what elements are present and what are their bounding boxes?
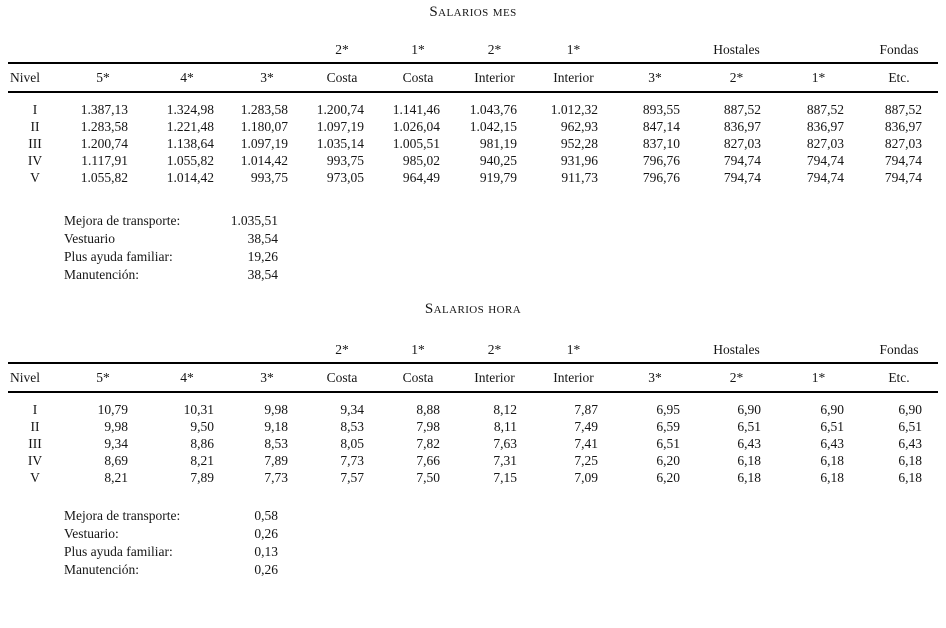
- header-cell: Costa: [380, 363, 456, 392]
- table-cell: 8,86: [190, 436, 214, 451]
- table-cell: 827,03: [806, 136, 844, 151]
- table-cell: 8,21: [190, 453, 214, 468]
- table-cell: 836,97: [884, 119, 922, 134]
- note-label: Mejora de transporte:: [64, 508, 181, 523]
- table-cell: 7,98: [416, 419, 440, 434]
- row-label: I: [32, 102, 38, 117]
- table-cell: 1.035,14: [316, 136, 364, 151]
- header-group-cell: [230, 38, 304, 63]
- table-cell: 887,52: [806, 102, 844, 117]
- header-cell: 3*: [614, 363, 696, 392]
- salarios-mes-notes: [64, 212, 278, 284]
- header-group-cell: [777, 38, 860, 63]
- table-cell: 8,21: [104, 470, 128, 485]
- table-title-salarios-mes: Salarios mes: [429, 4, 517, 20]
- table-cell: 6,18: [898, 470, 922, 485]
- header-cell: 5*: [62, 63, 144, 92]
- header-cell: 3*: [230, 63, 304, 92]
- table-cell: 1.221,48: [166, 119, 214, 134]
- note-value: 1.035,51: [230, 213, 278, 228]
- note-value: 38,54: [247, 231, 278, 246]
- table-cell: 794,74: [884, 170, 922, 185]
- table-cell: 10,31: [183, 402, 214, 417]
- header-row: [8, 363, 938, 392]
- table-cell: 7,57: [340, 470, 364, 485]
- note-row: [64, 230, 278, 248]
- note-value: 0,58: [254, 508, 278, 523]
- table-cell: 6,59: [656, 419, 680, 434]
- table-cell: 1.324,98: [166, 102, 214, 117]
- table-cell: 847,14: [642, 119, 680, 134]
- document-page: [0, 4, 946, 579]
- table-cell: 6,51: [820, 419, 844, 434]
- header-group-cell: 2*: [304, 38, 380, 63]
- table-row-V: [8, 469, 938, 486]
- table-cell: 827,03: [884, 136, 922, 151]
- table-cell: 7,50: [416, 470, 440, 485]
- table-row-III: [8, 135, 938, 152]
- header-cell: Costa: [304, 363, 380, 392]
- header-cell: Interior: [456, 63, 533, 92]
- table-cell: 9,18: [264, 419, 288, 434]
- table-cell: 8,53: [264, 436, 288, 451]
- table-cell: 964,49: [402, 170, 440, 185]
- header-group-cell: 1*: [533, 338, 614, 363]
- table-cell: 6,20: [656, 470, 680, 485]
- note-label: Plus ayuda familiar:: [64, 544, 173, 559]
- table-cell: 836,97: [723, 119, 761, 134]
- table-cell: 6,18: [737, 470, 761, 485]
- table-cell: 6,18: [820, 470, 844, 485]
- table-row-IV: [8, 152, 938, 169]
- header-cell: Etc.: [860, 363, 938, 392]
- table-cell: 6,43: [898, 436, 922, 451]
- table-cell: 837,10: [642, 136, 680, 151]
- header-cell: 5*: [62, 363, 144, 392]
- table-cell: 6,95: [656, 402, 680, 417]
- table-cell: 7,09: [574, 470, 598, 485]
- table-cell: 7,49: [574, 419, 598, 434]
- table-cell: 1.117,91: [81, 153, 128, 168]
- header-group-cell-fondas: Fondas: [860, 338, 938, 363]
- table-cell: 794,74: [723, 153, 761, 168]
- salarios-hora-table: [8, 338, 938, 486]
- table-cell: 1.180,07: [240, 119, 288, 134]
- header-group-cell-hostales: Hostales: [696, 38, 777, 63]
- table-cell: 794,74: [806, 170, 844, 185]
- table-cell: 836,97: [806, 119, 844, 134]
- table-cell: 1.283,58: [240, 102, 288, 117]
- header-group-cell: 2*: [456, 338, 533, 363]
- table-cell: 6,43: [820, 436, 844, 451]
- table-cell: 931,96: [560, 153, 598, 168]
- note-label: Manutención:: [64, 267, 139, 282]
- table-cell: 6,43: [737, 436, 761, 451]
- header-group-cell: [8, 38, 62, 63]
- table-cell: 6,51: [898, 419, 922, 434]
- table-cell: 827,03: [723, 136, 761, 151]
- table-cell: 9,34: [340, 402, 364, 417]
- header-group-row: [8, 338, 938, 363]
- header-group-cell: [62, 338, 144, 363]
- table-cell: 6,18: [820, 453, 844, 468]
- table-row-IV: [8, 452, 938, 469]
- header-cell: 1*: [777, 363, 860, 392]
- header-cell: Interior: [456, 363, 533, 392]
- table-row-III: [8, 435, 938, 452]
- row-label: V: [30, 170, 40, 185]
- note-row: [64, 266, 278, 284]
- note-value: 0,26: [254, 562, 278, 577]
- table-cell: 7,73: [264, 470, 288, 485]
- table-cell: 8,11: [493, 419, 517, 434]
- header-group-cell-fondas: Fondas: [860, 38, 938, 63]
- row-label: IV: [27, 453, 43, 468]
- header-group-cell: 1*: [380, 338, 456, 363]
- header-cell: 2*: [696, 63, 777, 92]
- table-cell: 919,79: [479, 170, 517, 185]
- table-cell: 993,75: [326, 153, 364, 168]
- table-cell: 8,69: [104, 453, 128, 468]
- header-group-cell: 2*: [304, 338, 380, 363]
- header-cell: 4*: [144, 63, 230, 92]
- table-cell: 985,02: [402, 153, 440, 168]
- table-cell: 887,52: [884, 102, 922, 117]
- table-cell: 1.026,04: [392, 119, 440, 134]
- table-cell: 1.042,15: [469, 119, 517, 134]
- table-cell: 1.097,19: [240, 136, 288, 151]
- table-cell: 9,98: [264, 402, 288, 417]
- table-cell: 1.200,74: [80, 136, 128, 151]
- table-cell: 1.014,42: [240, 153, 288, 168]
- table-cell: 9,50: [190, 419, 214, 434]
- header-group-cell-hostales: Hostales: [696, 338, 777, 363]
- table-cell: 981,19: [479, 136, 517, 151]
- table-cell: 8,05: [340, 436, 364, 451]
- table-row-V: [8, 169, 938, 186]
- table-cell: 8,12: [493, 402, 517, 417]
- table-cell: 887,52: [723, 102, 761, 117]
- header-group-cell: 1*: [380, 38, 456, 63]
- header-cell: Interior: [533, 363, 614, 392]
- table-cell: 7,25: [574, 453, 598, 468]
- header-cell-nivel: Nivel: [8, 363, 62, 392]
- table-cell: 8,53: [340, 419, 364, 434]
- header-cell: Costa: [304, 63, 380, 92]
- table-cell: 893,55: [642, 102, 680, 117]
- table-cell: 1.014,42: [166, 170, 214, 185]
- table-row-II: [8, 418, 938, 435]
- header-group-cell: [777, 338, 860, 363]
- table-cell: 993,75: [250, 170, 288, 185]
- header-cell: 2*: [696, 363, 777, 392]
- note-label: Vestuario: [64, 231, 115, 246]
- note-label: Mejora de transporte:: [64, 213, 181, 228]
- header-cell: 1*: [777, 63, 860, 92]
- row-label: III: [28, 436, 42, 451]
- header-group-cell: [144, 338, 230, 363]
- table-cell: 7,63: [493, 436, 517, 451]
- table-cell: 1.055,82: [80, 170, 128, 185]
- header-cell: 4*: [144, 363, 230, 392]
- table-cell: 794,74: [884, 153, 922, 168]
- table-cell: 794,74: [723, 170, 761, 185]
- table-cell: 796,76: [642, 170, 680, 185]
- table-cell: 796,76: [642, 153, 680, 168]
- table-cell: 1.055,82: [166, 153, 214, 168]
- table-cell: 6,20: [656, 453, 680, 468]
- note-row: [64, 561, 278, 579]
- note-row: [64, 212, 278, 230]
- table-cell: 8,88: [416, 402, 440, 417]
- table-row-II: [8, 118, 938, 135]
- note-label: Manutención:: [64, 562, 139, 577]
- table-cell: 952,28: [560, 136, 598, 151]
- note-row: [64, 543, 278, 561]
- table-cell: 940,25: [479, 153, 517, 168]
- table-cell: 9,34: [104, 436, 128, 451]
- table-title-salarios-hora: Salarios hora: [424, 301, 522, 317]
- note-value: 0,26: [254, 526, 278, 541]
- table-cell: 1.012,32: [550, 102, 598, 117]
- table-cell: 7,15: [493, 470, 517, 485]
- table-cell: 1.283,58: [80, 119, 128, 134]
- note-label: Vestuario:: [64, 526, 119, 541]
- table-cell: 911,73: [561, 170, 598, 185]
- header-cell-nivel: Nivel: [8, 63, 62, 92]
- note-row: [64, 507, 278, 525]
- header-cell: Costa: [380, 63, 456, 92]
- header-cell: 3*: [614, 63, 696, 92]
- note-value: 0,13: [254, 544, 278, 559]
- table-cell: 7,73: [340, 453, 364, 468]
- note-value: 19,26: [247, 249, 278, 264]
- table-cell: 6,90: [898, 402, 922, 417]
- header-group-cell: 2*: [456, 38, 533, 63]
- header-group-cell: [62, 38, 144, 63]
- salarios-hora-notes: [64, 507, 278, 579]
- note-value: 38,54: [247, 267, 278, 282]
- header-group-cell: [8, 338, 62, 363]
- table-row-I: [8, 392, 938, 418]
- header-group-cell: [614, 38, 696, 63]
- row-label: IV: [27, 153, 43, 168]
- row-label: I: [32, 402, 38, 417]
- table-cell: 1.005,51: [392, 136, 440, 151]
- table-cell: 7,31: [493, 453, 517, 468]
- table-cell: 1.387,13: [80, 102, 128, 117]
- table-row-I: [8, 92, 938, 118]
- salarios-mes-table: [8, 38, 938, 186]
- table-cell: 794,74: [806, 153, 844, 168]
- table-cell: 10,79: [97, 402, 128, 417]
- table-cell: 973,05: [326, 170, 364, 185]
- header-row: [8, 63, 938, 92]
- table-cell: 7,66: [416, 453, 440, 468]
- table-cell: 6,51: [656, 436, 680, 451]
- row-label: III: [28, 136, 42, 151]
- header-cell: Etc.: [860, 63, 938, 92]
- note-row: [64, 525, 278, 543]
- table-cell: 962,93: [560, 119, 598, 134]
- table-cell: 7,82: [416, 436, 440, 451]
- header-group-cell: [230, 338, 304, 363]
- header-group-cell: [614, 338, 696, 363]
- table-cell: 6,51: [737, 419, 761, 434]
- header-cell: Interior: [533, 63, 614, 92]
- table-cell: 1.200,74: [316, 102, 364, 117]
- header-group-cell: 1*: [533, 38, 614, 63]
- row-label: II: [30, 119, 40, 134]
- header-cell: 3*: [230, 363, 304, 392]
- table-cell: 9,98: [104, 419, 128, 434]
- table-cell: 7,89: [264, 453, 288, 468]
- table-cell: 6,90: [737, 402, 761, 417]
- header-group-cell: [144, 38, 230, 63]
- table-cell: 7,89: [190, 470, 214, 485]
- table-cell: 1.097,19: [316, 119, 364, 134]
- note-row: [64, 248, 278, 266]
- table-cell: 1.138,64: [166, 136, 214, 151]
- table-cell: 7,41: [574, 436, 598, 451]
- header-group-row: [8, 38, 938, 63]
- row-label: V: [30, 470, 40, 485]
- table-cell: 1.141,46: [392, 102, 440, 117]
- table-cell: 6,18: [898, 453, 922, 468]
- table-cell: 1.043,76: [469, 102, 517, 117]
- table-cell: 7,87: [574, 402, 598, 417]
- row-label: II: [30, 419, 40, 434]
- table-cell: 6,90: [820, 402, 844, 417]
- table-cell: 6,18: [737, 453, 761, 468]
- note-label: Plus ayuda familiar:: [64, 249, 173, 264]
